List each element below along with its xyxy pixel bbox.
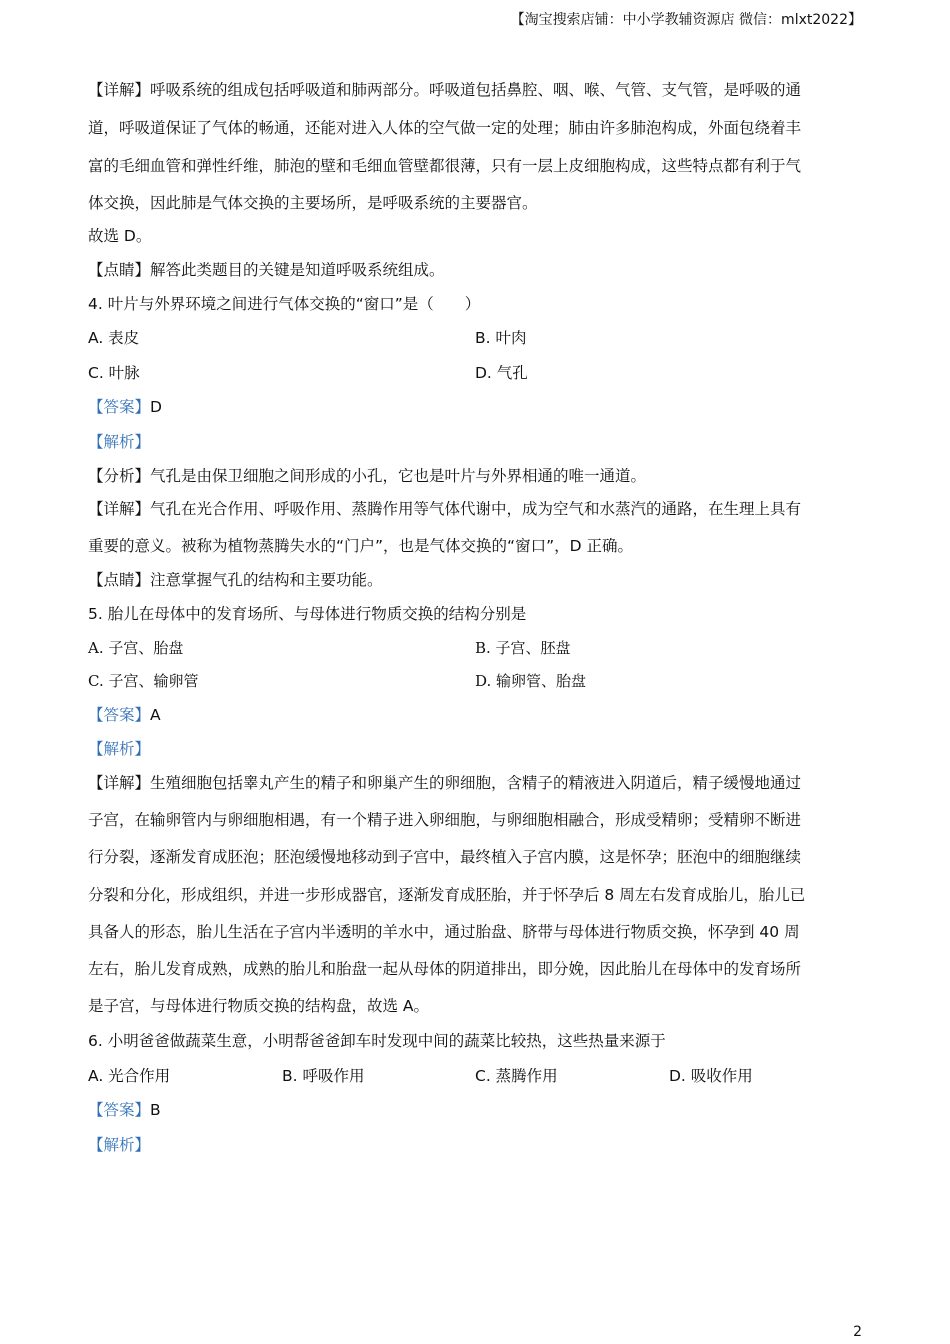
q6-answer-label: 【答案】	[88, 1101, 151, 1119]
q5-option-b: B. 子宫、胚盘	[475, 639, 571, 657]
q5-option-d: D. 输卵管、胎盘	[475, 672, 587, 690]
q5-detail-line-7: 是子宫，与母体进行物质交换的结构盘，故选 A。	[88, 997, 430, 1015]
q4-option-b: B. 叶肉	[475, 329, 527, 347]
q6-stem: 6. 小明爸爸做蔬菜生意，小明帮爸爸卸车时发现中间的蔬菜比较热，这些热量来源于	[88, 1032, 666, 1050]
q5-stem: 5. 胎儿在母体中的发育场所、与母体进行物质交换的结构分别是	[88, 605, 527, 623]
q5-option-c: C. 子宫、输卵管	[88, 672, 199, 690]
q5-analysis-label: 【解析】	[88, 740, 151, 758]
q4-answer-label: 【答案】	[88, 398, 151, 416]
q5-detail-line-1: 【详解】生殖细胞包括睾丸产生的精子和卵巢产生的卵细胞，含精子的精液进入阴道后，精子缓慢地通过	[88, 774, 802, 792]
q6-answer-value: B	[150, 1101, 161, 1119]
q4-option-c: C. 叶脉	[88, 364, 140, 382]
q5-detail-line-5: 具备人的形态，胎儿生活在子宫内半透明的羊水中，通过胎盘、脐带与母体进行物质交换，怀孕到 40 周	[88, 923, 800, 941]
q4-answer-value: D	[150, 398, 162, 416]
q5-option-a: A. 子宫、胎盘	[88, 639, 184, 657]
q3-conclusion: 故选 D。	[88, 227, 152, 245]
q6-analysis-label: 【解析】	[88, 1136, 151, 1154]
q3-detail-line-3: 富的毛细血管和弹性纤维，肺泡的壁和毛细血管壁都很薄，只有一层上皮细胞构成，这些特点都有利于气	[88, 157, 802, 175]
q4-option-a: A. 表皮	[88, 329, 140, 347]
q6-option-a: A. 光合作用	[88, 1067, 171, 1085]
q4-option-d: D. 气孔	[475, 364, 528, 382]
q5-answer-label: 【答案】	[88, 706, 151, 724]
q3-detail-line-2: 道，呼吸道保证了气体的畅通，还能对进入人体的空气做一定的处理；肺由许多肺泡构成，外面包绕着丰	[88, 119, 802, 137]
q6-option-b: B. 呼吸作用	[282, 1067, 365, 1085]
page-number: 2	[853, 1324, 862, 1340]
q4-fenxi: 【分析】气孔是由保卫细胞之间形成的小孔，它也是叶片与外界相通的唯一通道。	[88, 467, 647, 485]
q4-tip: 【点睛】注意掌握气孔的结构和主要功能。	[88, 571, 383, 589]
q6-answer	[88, 1098, 161, 1122]
q5-detail-line-3: 行分裂，逐渐发育成胚泡；胚泡缓慢地移动到子宫中，最终植入子宫内膜，这是怀孕；胚泡中的细胞继续	[88, 848, 802, 866]
q4-answer	[88, 395, 162, 419]
q3-detail-line-4: 体交换，因此肺是气体交换的主要场所，是呼吸系统的主要器官。	[88, 194, 538, 212]
q4-detail-line-2: 重要的意义。被称为植物蒸腾失水的“门户”，也是气体交换的“窗口”，D 正确。	[88, 537, 633, 555]
q5-answer-value: A	[150, 706, 161, 724]
q5-detail-line-6: 左右，胎儿发育成熟，成熟的胎儿和胎盘一起从母体的阴道排出，即分娩，因此胎儿在母体中的发育场所	[88, 960, 802, 978]
q5-detail-line-2: 子宫，在输卵管内与卵细胞相遇，有一个精子进入卵细胞，与卵细胞相融合，形成受精卵；受精卵不断进	[88, 811, 802, 829]
q4-stem: 4. 叶片与外界环境之间进行气体交换的“窗口”是（ ）	[88, 295, 481, 313]
q6-option-d: D. 吸收作用	[669, 1067, 753, 1085]
q3-tip: 【点睛】解答此类题目的关键是知道呼吸系统组成。	[88, 261, 445, 279]
q4-analysis-label: 【解析】	[88, 433, 151, 451]
q5-answer	[88, 703, 161, 727]
q6-option-c: C. 蒸腾作用	[475, 1067, 558, 1085]
q4-detail-line-1: 【详解】气孔在光合作用、呼吸作用、蒸腾作用等气体代谢中，成为空气和水蒸汽的通路，在生理上具有	[88, 500, 802, 518]
q5-detail-line-4: 分裂和分化，形成组织，并进一步形成器官，逐渐发育成胚胎，并于怀孕后 8 周左右发育成胎儿，胎儿已	[88, 886, 806, 904]
page-header: 【淘宝搜索店铺：中小学教辅资源店 微信：mlxt2022】	[510, 12, 862, 28]
q3-detail-line-1: 【详解】呼吸系统的组成包括呼吸道和肺两部分。呼吸道包括鼻腔、咽、喉、气管、支气管，是呼吸的通	[88, 81, 802, 99]
